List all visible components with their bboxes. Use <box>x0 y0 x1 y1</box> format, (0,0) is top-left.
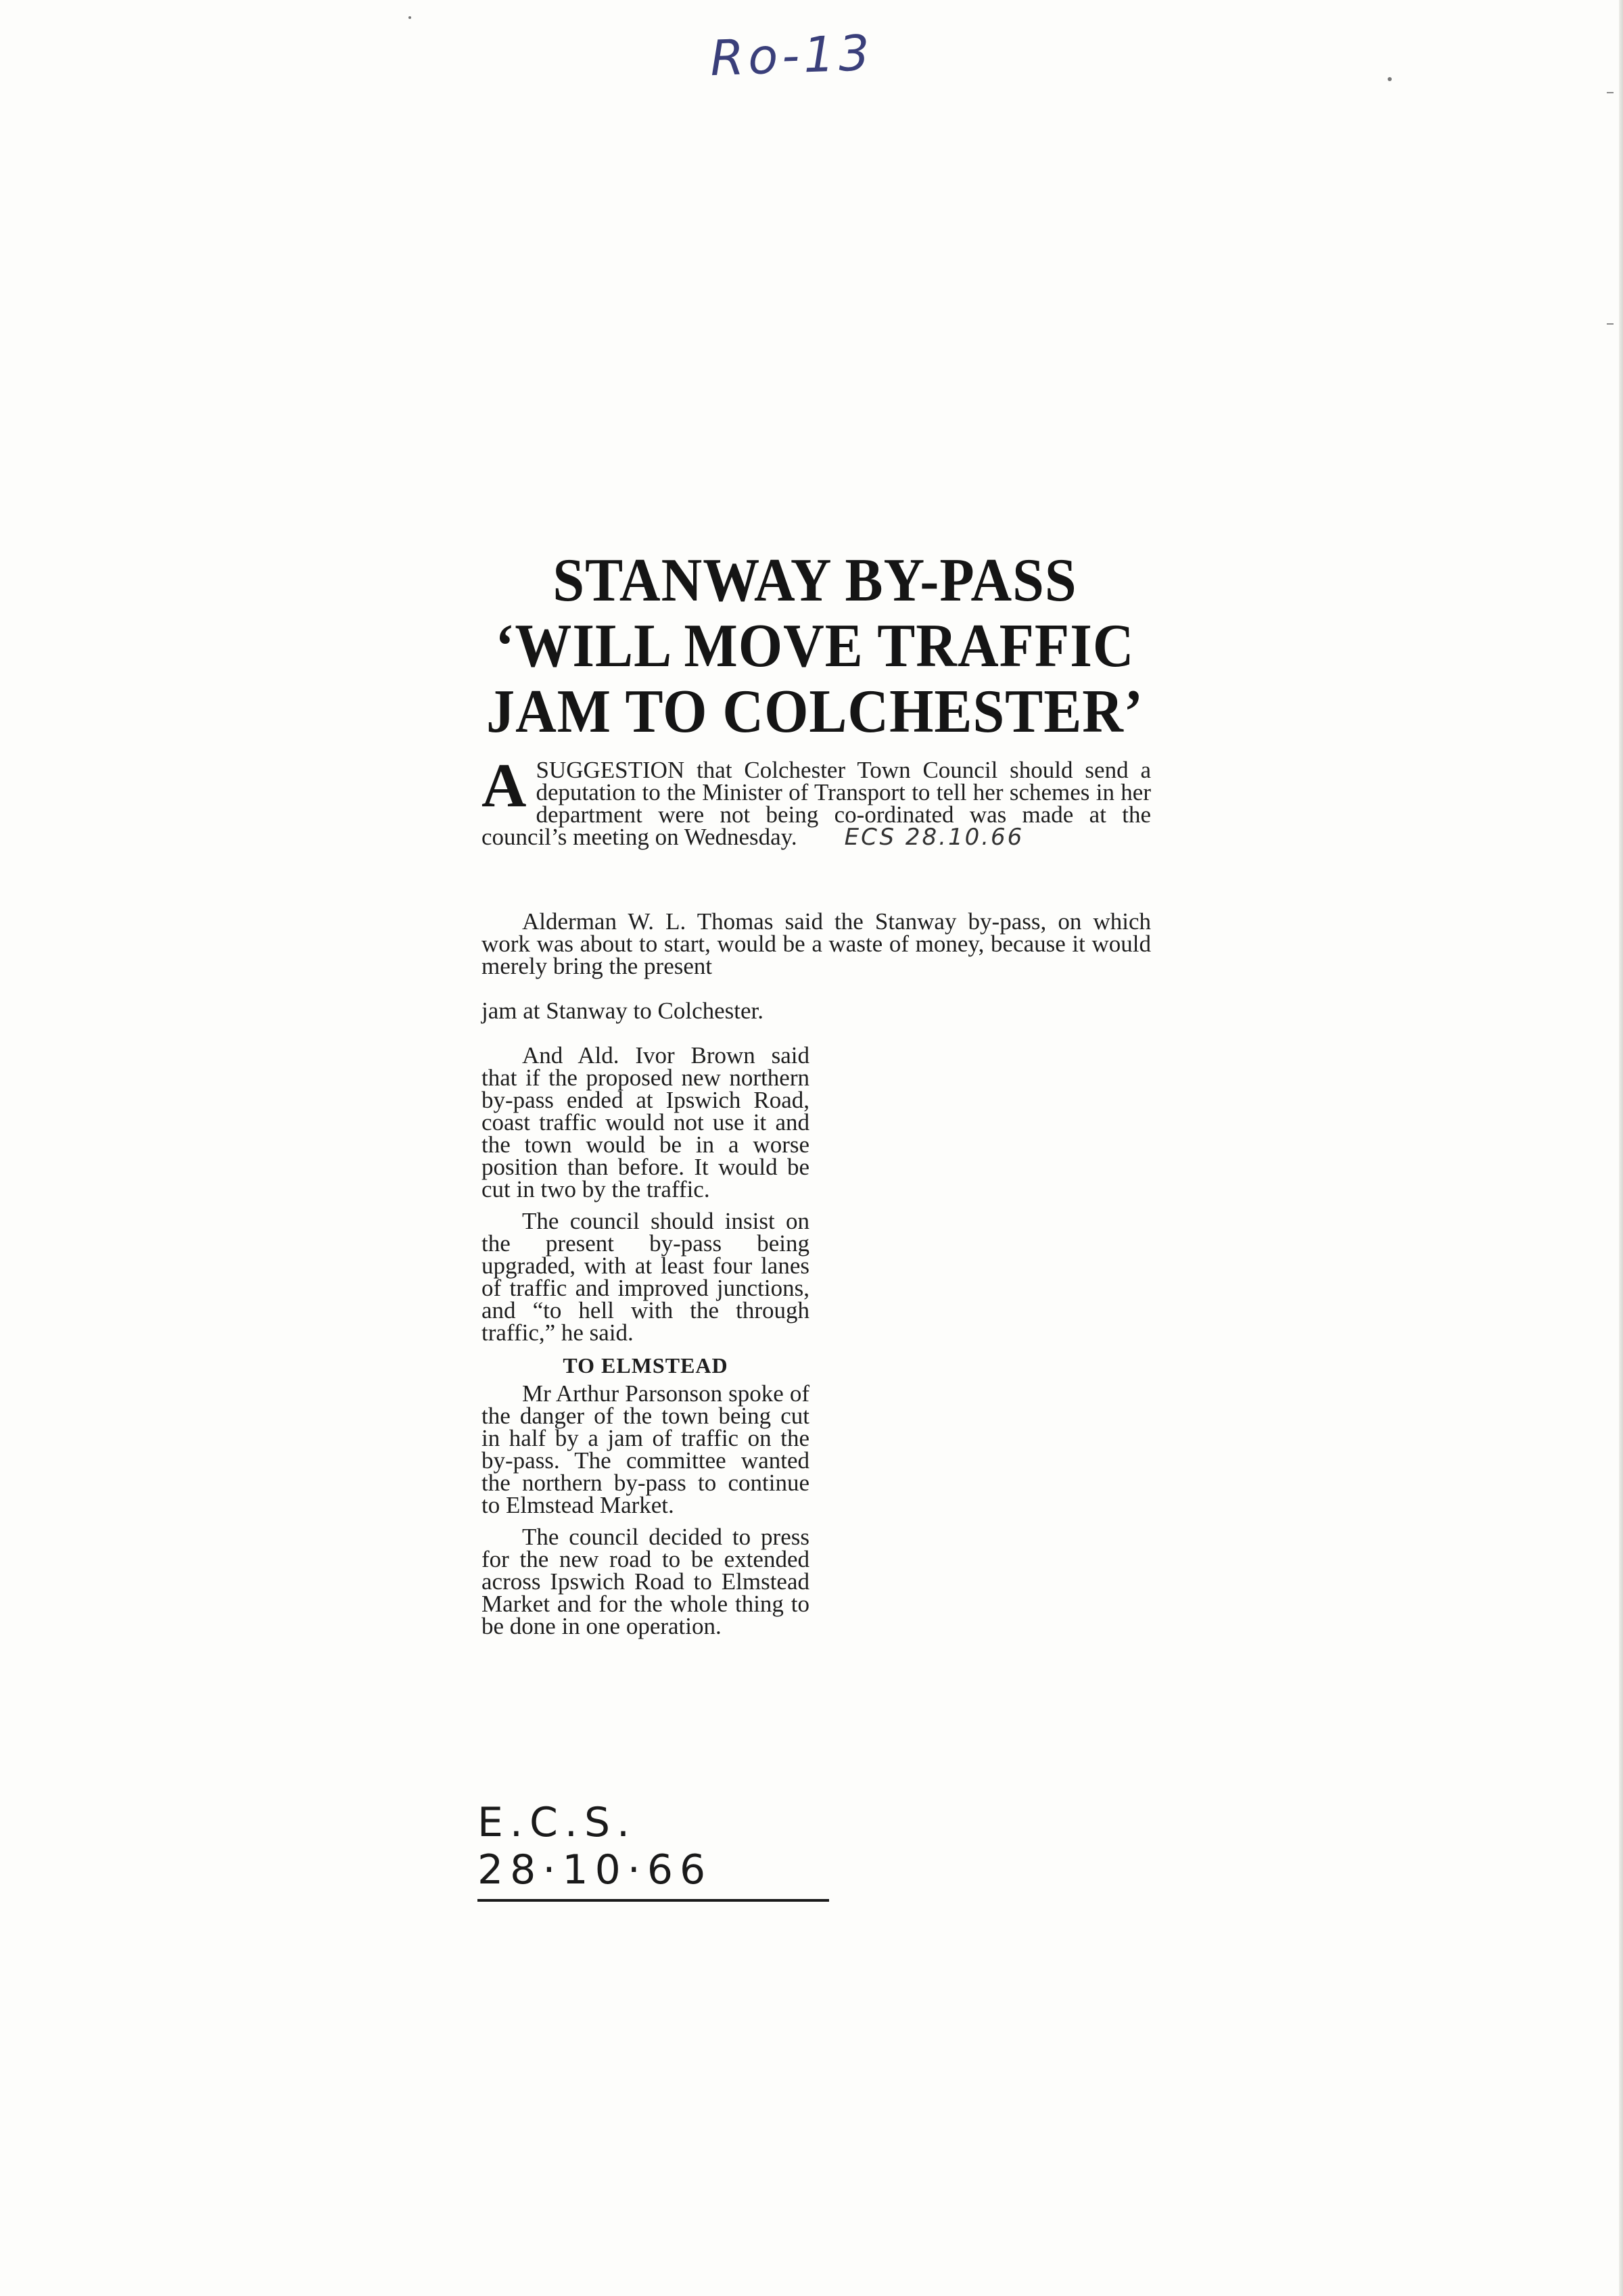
stray-mark <box>408 16 411 19</box>
headline-line: STANWAY BY-PASS <box>552 546 1077 615</box>
archive-reference-mark: Ro-13 <box>709 24 875 87</box>
stray-mark <box>1388 77 1392 81</box>
paragraph-decision: The council decided to press for the new road to be extended across Ipswich Road to Elmstead Market and for the whole thing to be done in one operation. <box>481 1524 809 1639</box>
edge-mark <box>1607 92 1614 93</box>
headline-line: JAM TO COLCHESTER’ <box>486 678 1144 746</box>
subheading: TO ELMSTEAD <box>563 1353 728 1378</box>
paragraph-thomas-continued: jam at Stanway to Colchester. <box>481 998 763 1024</box>
lead-paragraph <box>481 751 1151 851</box>
paragraph-brown: And Ald. Ivor Brown said that if the proposed new northern by-pass ended at Ipswich Road, coast traffic would not use it and the town would be in a worse position than before. It would be cut in two by the traffic. <box>481 1042 809 1202</box>
paragraph-thomas: Alderman W. L. Thomas said the Stanway by-pass, on which work was about to start, would be a waste of money, because it would merely bring the present <box>481 908 1151 979</box>
lead-text: SUGGESTION that Colchester Town Council should send a deputation to the Minister of Transport to tell her schemes in her department were not being co-ordinated was made at the council’s meeting on Wednesday. <box>481 757 1151 850</box>
newspaper-clipping <box>473 546 1156 1639</box>
article-column <box>481 1044 809 1647</box>
handwritten-source-date: E.C.S. 28·10·66 <box>477 1799 829 1902</box>
edge-mark <box>1607 323 1614 325</box>
headline-line: ‘WILL MOVE TRAFFIC <box>495 612 1135 680</box>
paragraph-upgrade: The council should insist on the present by-pass being upgraded, with at least four lanes of traffic and improved junctions, and “to hell with the through traffic,” he said. <box>481 1208 809 1346</box>
handwritten-date-note: ECS 28.10.66 <box>844 824 1025 851</box>
paragraph-parsonson: Mr Arthur Parsonson spoke of the danger of the town being cut in half by a jam of traffic on the by-pass. The committee wanted the northern by-pass to continue to Elmstead Market. <box>481 1380 809 1518</box>
page-edge <box>1619 0 1623 2296</box>
drop-cap: A <box>481 751 527 820</box>
headline <box>473 548 1156 745</box>
